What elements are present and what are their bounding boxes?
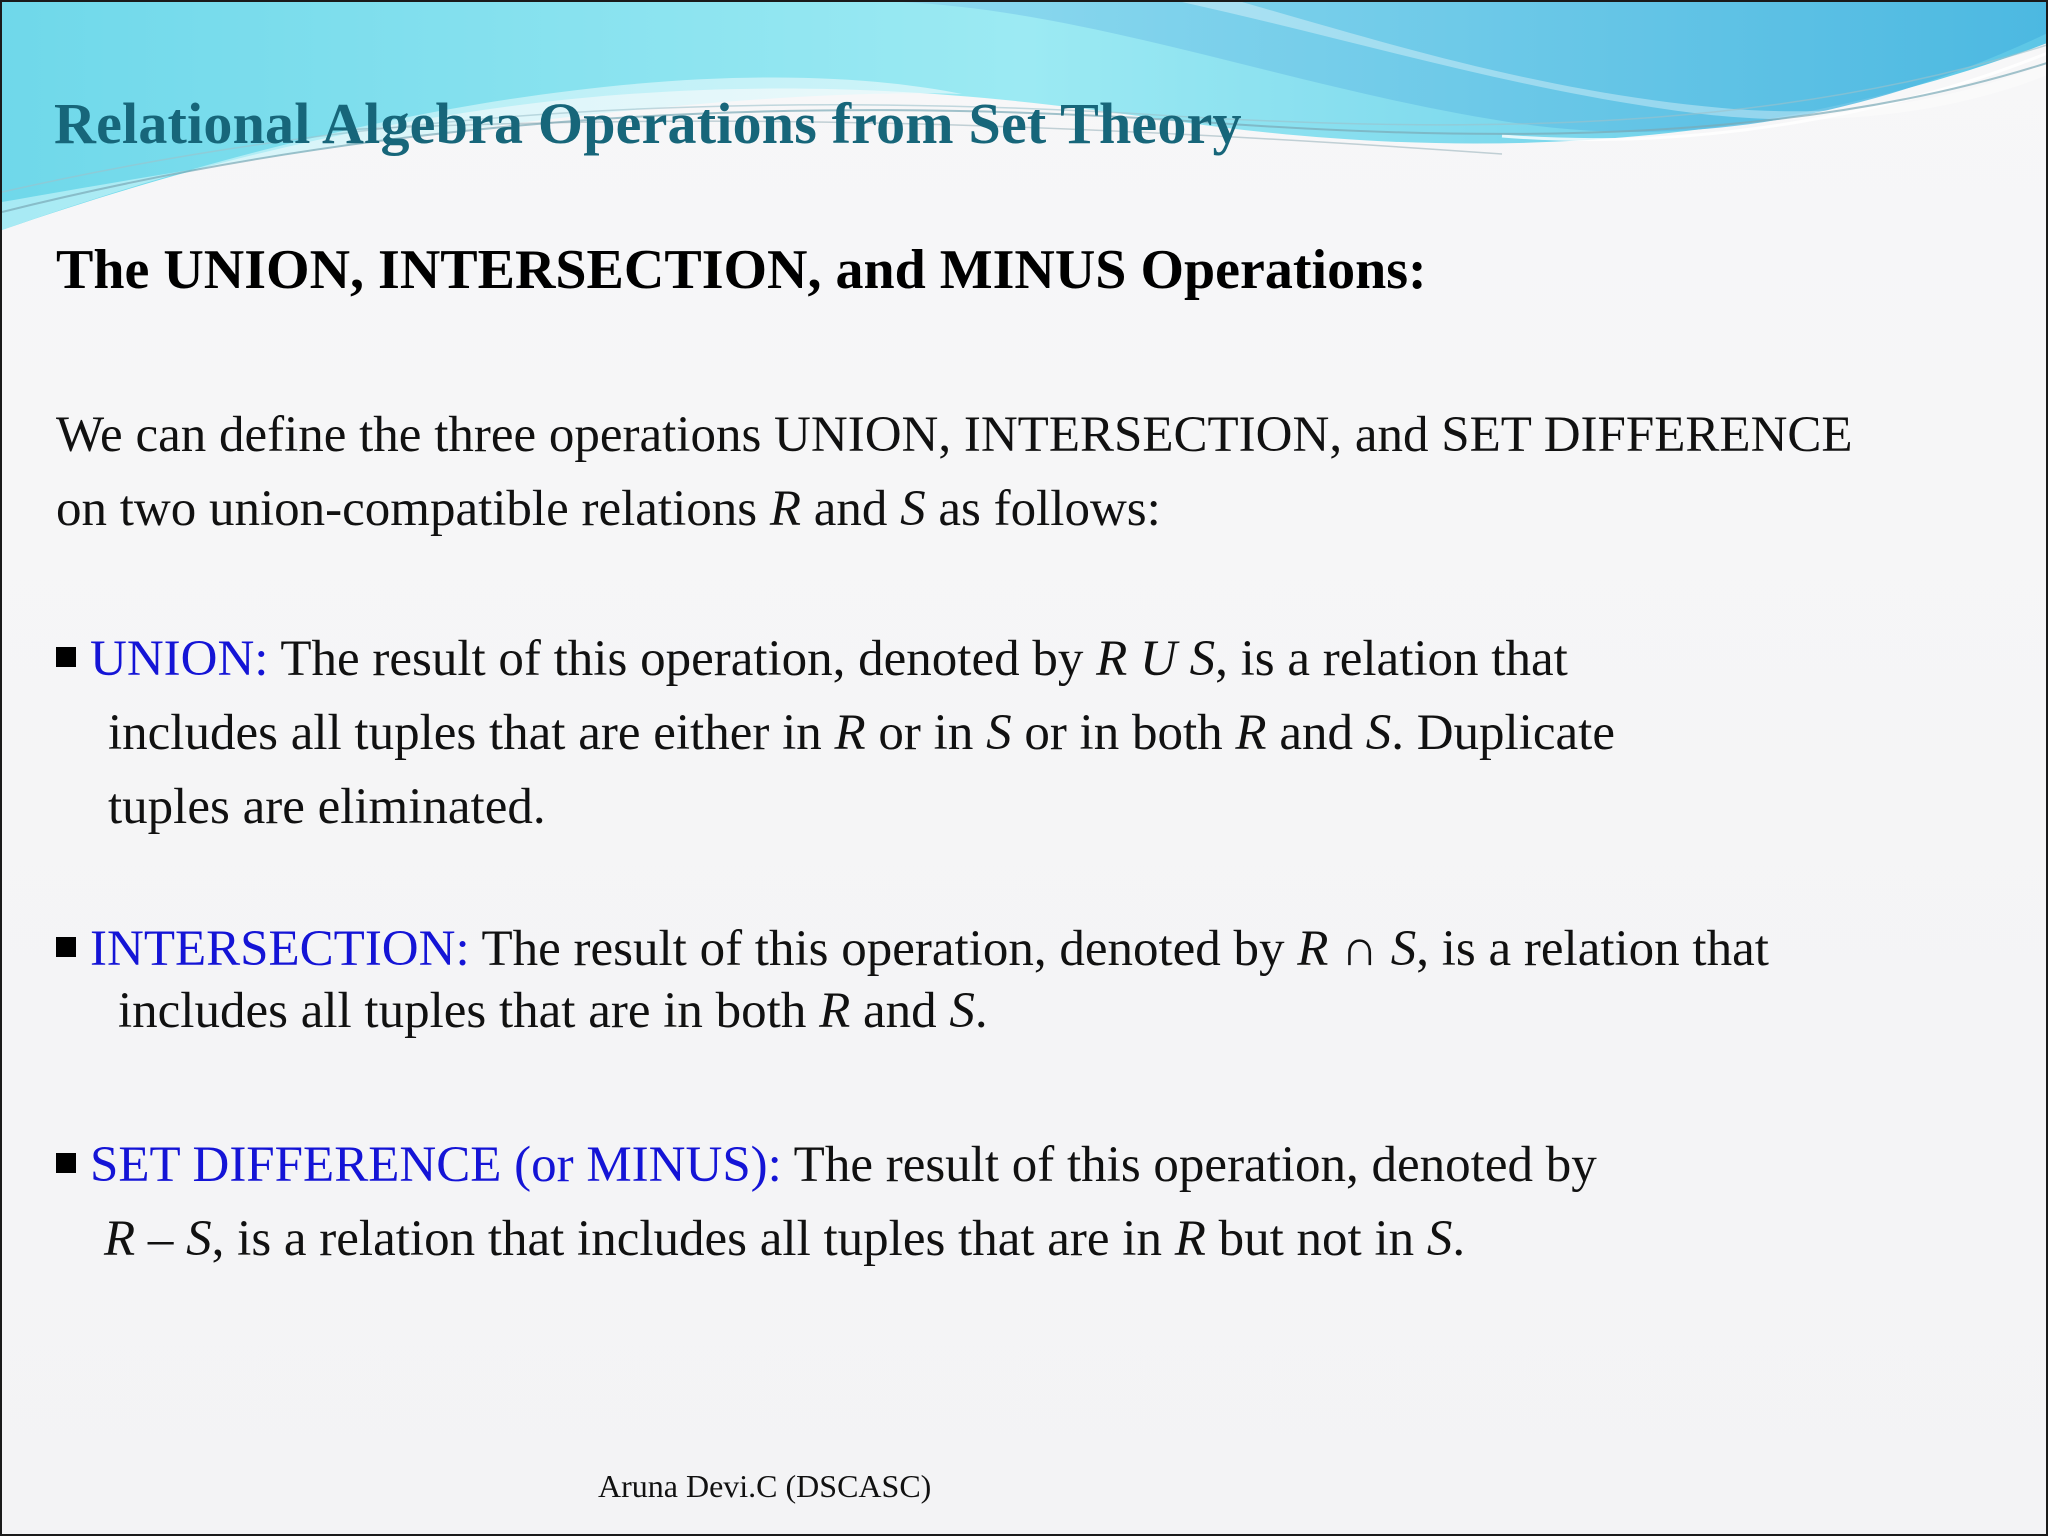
union-line-3: tuples are eliminated. bbox=[108, 779, 546, 835]
intersection-line-1: INTERSECTION: The result of this operation, denoted by R ∩ S, is a relation that bbox=[56, 918, 2016, 980]
section-heading: The UNION, INTERSECTION, and MINUS Operations: bbox=[56, 239, 1427, 301]
footer-author: Aruna Devi.C (DSCASC) bbox=[598, 1468, 932, 1504]
intro-line-1: We can define the three operations UNION, INTERSECTION, and SET DIFFERENCE bbox=[56, 407, 1853, 463]
union-term: UNION: bbox=[90, 631, 269, 687]
intersection-term: INTERSECTION: bbox=[90, 921, 470, 977]
difference-term: SET DIFFERENCE (or MINUS): bbox=[90, 1137, 782, 1193]
intersection-expression: R ∩ S bbox=[1297, 921, 1417, 977]
bullet-square-icon bbox=[56, 1153, 76, 1173]
bullet-square-icon bbox=[56, 937, 76, 957]
bullet-union bbox=[56, 622, 2016, 844]
bullet-set-difference bbox=[56, 1128, 2016, 1276]
union-line-2: includes all tuples that are either in R or in S or in both R and S. Duplicate bbox=[108, 705, 1615, 761]
union-line-1: UNION: The result of this operation, denoted by R U S, is a relation that bbox=[56, 622, 2016, 696]
intro-line-2: on two union-compatible relations R and S as follows: bbox=[56, 481, 1161, 537]
difference-line-1: SET DIFFERENCE (or MINUS): The result of this operation, denoted by bbox=[56, 1128, 2016, 1202]
bullet-square-icon bbox=[56, 647, 76, 667]
intro-paragraph bbox=[56, 398, 2016, 546]
slide-title: Relational Algebra Operations from Set Theory bbox=[54, 91, 1242, 156]
union-expression: R U S bbox=[1096, 631, 1216, 687]
intersection-line-2: includes all tuples that are in both R and S. bbox=[118, 983, 988, 1039]
difference-line-2: R – S, is a relation that includes all tuples that are in R but not in S. bbox=[104, 1211, 1466, 1267]
bullet-intersection bbox=[56, 918, 2016, 1042]
difference-expression: R – S bbox=[104, 1211, 212, 1267]
